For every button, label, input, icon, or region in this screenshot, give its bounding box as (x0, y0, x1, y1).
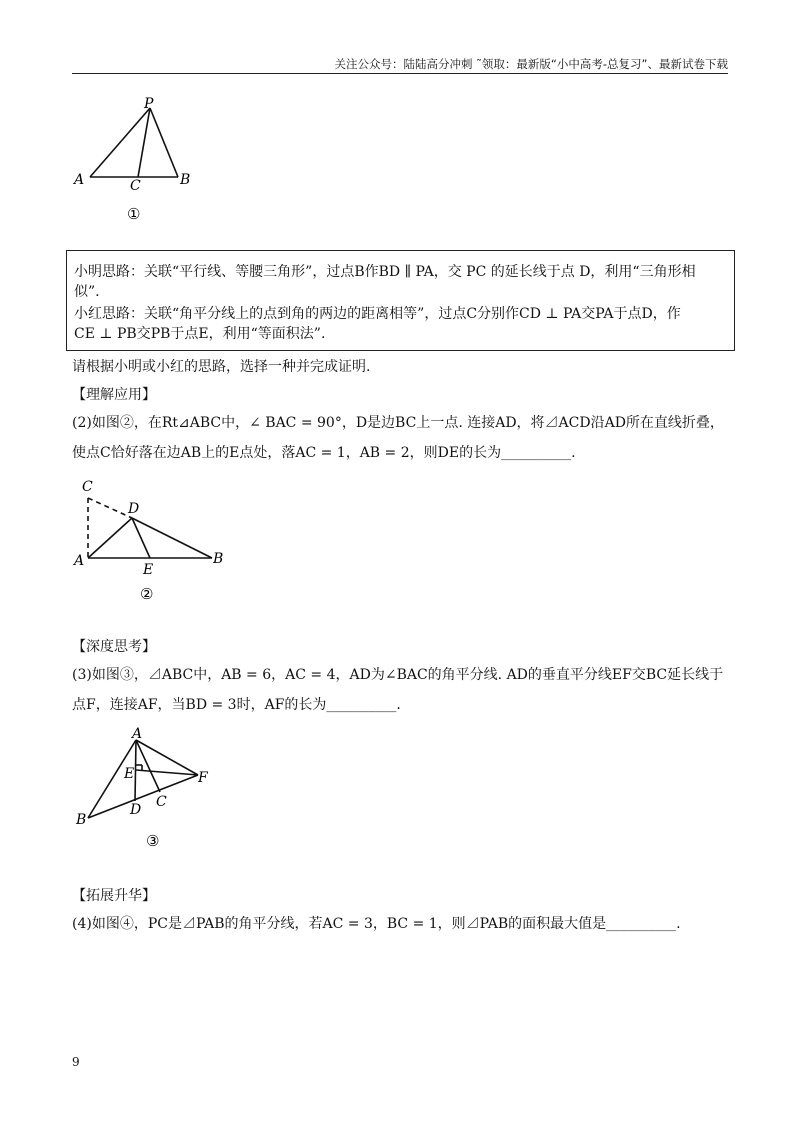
header-rule (72, 73, 728, 74)
fig3-label-E: E (124, 766, 135, 782)
fig3-segment-AD (135, 740, 136, 801)
fig2-label-C: C (82, 479, 93, 495)
fig3-label-F: F (198, 770, 208, 786)
instruction-text: 请根据小明或小红的思路，选择一种并完成证明. (72, 359, 371, 375)
fig2-segment-CD-dashed (88, 498, 132, 518)
xiaoming-hint-line-1: 小明思路：关联“平行线、等腰三角形”，过点B作BD ∥ PA，交 PC 的延长线于点 D，利用“三角形相 (74, 264, 696, 280)
question-2-line-2: 使点C恰好落在边AB上的E点处，落AC = 1，AB = 2，则DE的长为__________. (72, 445, 576, 461)
fig3-segment-AF (136, 740, 198, 775)
fig1-label-A: A (74, 172, 85, 188)
page-number: 9 (72, 1055, 80, 1069)
question-4-line-1: (4)如图④，PC是⊿PAB的角平分线，若AC = 3，BC = 1，则⊿PAB的面积最大值是__________. (72, 916, 681, 932)
fig3-segment-EF (136, 770, 198, 775)
fig2-caption: ② (140, 585, 154, 603)
fig1-segment-PA (90, 108, 150, 177)
fig1-label-B: B (180, 172, 191, 188)
fig2-label-D: D (128, 501, 140, 517)
fig2-label-B: B (213, 551, 224, 567)
fig1-segment-PC (138, 108, 150, 177)
fig3-label-D: D (130, 802, 142, 818)
page-header: 关注公众号：陆陆高分冲刺 ˜领取：最新版“小中高考-总复习”、最新试卷下载 (334, 57, 728, 71)
fig3-caption: ③ (146, 832, 160, 850)
fig1-label-P: P (144, 96, 154, 112)
figure-3 (70, 725, 220, 855)
question-3-line-2: 点F，连接AF，当BD = 3时，AF的长为__________. (72, 697, 401, 713)
fig2-label-A: A (74, 553, 85, 569)
fig3-segment-BF (88, 775, 198, 818)
question-3-line-1: (3)如图③，⊿ABC中，AB = 6，AC = 4，AD为∠BAC的角平分线. AD的垂直平分线EF交BC延长线于 (72, 667, 724, 683)
fig2-segment-DE (132, 518, 150, 558)
fig2-segment-DB (132, 518, 212, 558)
fig3-segment-AC (136, 740, 160, 792)
section-3-heading: 【深度思考】 (72, 639, 156, 655)
xiaohong-hint-line-1: 小红思路：关联“角平分线上的点到角的两边的距离相等”，过点C分别作CD ⊥ PA交PA于点D，作 (74, 306, 681, 322)
figure-1 (70, 95, 210, 225)
fig3-label-C: C (156, 794, 167, 810)
fig1-label-C: C (130, 178, 141, 194)
fig2-label-E: E (143, 562, 154, 578)
fig1-caption: ① (127, 205, 141, 223)
xiaohong-hint-line-2: CE ⊥ PB交PB于点E，利用“等面积法”. (74, 326, 326, 342)
fig3-label-A: A (132, 726, 143, 742)
fig3-label-B: B (76, 812, 87, 828)
question-2-line-1: (2)如图②，在Rt⊿ABC中，∠ BAC = 90°，D是边BC上一点. 连接AD，将⊿ACD沿AD所在直线折叠， (72, 415, 724, 431)
section-4-heading: 【拓展升华】 (72, 888, 156, 904)
fig2-segment-AD (88, 518, 132, 558)
xiaoming-hint-line-2: 似”. (74, 284, 100, 300)
figure-2 (70, 475, 240, 610)
section-2-heading: 【理解应用】 (72, 387, 156, 403)
fig1-segment-PB (150, 108, 178, 177)
